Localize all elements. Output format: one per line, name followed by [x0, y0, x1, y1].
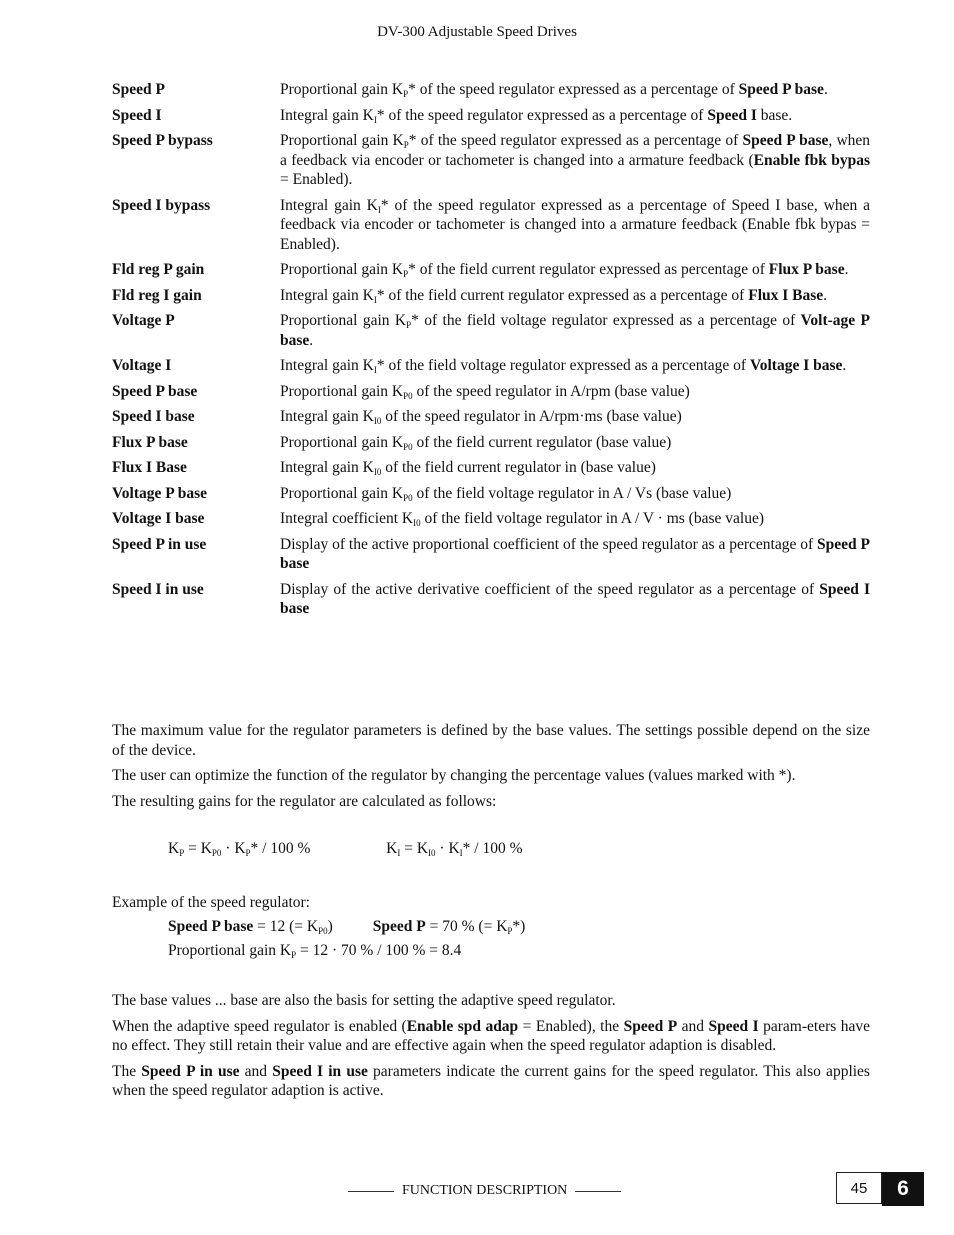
definition-term: Speed I in use	[112, 580, 204, 598]
ki-formula: $K_I = K_{I0} \cdot K_I* / 100$ %	[386, 840, 523, 858]
definition-description: Proportional gain $K_P*$ of the speed regulator expressed as a percentage of Speed P base.	[280, 81, 828, 99]
paragraph-adaptive: When the adaptive speed regulator is enabled (Enable spd adap = Enabled), the Speed P and Speed I param-eters have no effect. They still retain their value and are effective again when the speed regulator adaption is disabled.	[112, 1017, 871, 1054]
definition-row	[112, 382, 870, 402]
chapter-number: 6	[882, 1172, 924, 1206]
definition-row	[112, 311, 870, 350]
definition-description: Proportional gain $K_{P0}$ of the field voltage regulator in A / Vs (base value)	[280, 484, 732, 503]
definition-term: Speed I base	[112, 408, 195, 425]
footer-rule-left	[348, 1191, 394, 1192]
definition-row	[112, 80, 870, 100]
definition-term: Flux P base	[112, 433, 188, 451]
adaptive-text	[112, 991, 870, 1107]
kp-formula: $K_P = K_{P0} \cdot K_P* / 100$ %	[168, 840, 311, 858]
definition-term: Voltage P base	[112, 484, 208, 502]
paragraph-base-values: The base values ... base are also the basis for setting the adaptive speed regulator.	[112, 992, 616, 1009]
definition-row	[112, 260, 870, 280]
definition-description: Proportional gain $K_{P0}$ of the speed regulator in A/rpm (base value)	[280, 382, 690, 401]
definition-term: Speed P bypass	[112, 132, 213, 149]
definition-term: Flux I Base	[112, 459, 187, 476]
definition-description: Integral gain $K_I*$ of the field voltage regulator expressed as a percentage of Voltage I base.	[280, 357, 847, 375]
definition-description: Integral gain $K_{I0}$ of the speed regulator in A/rpm·ms (base value)	[280, 408, 682, 426]
definition-description: Proportional gain $K_{P0}$ of the field current regulator (base value)	[280, 433, 672, 452]
paragraph-max-value: The maximum value for the regulator parameters is defined by the base values. The settings possible depend on the size of the device.	[112, 722, 870, 759]
definition-description: Integral gain $K_I*$ of the speed regulator expressed as a percentage of Speed I base, when a feedback via encoder or tachometer is changed into a armature feedback (Enable fbk bypas = Enabled).	[280, 196, 870, 253]
example-block	[112, 891, 525, 963]
footer	[340, 1183, 629, 1199]
page-number: 45	[836, 1172, 882, 1204]
definition-description: Display of the active derivative coefficient of the speed regulator as a percentage of Speed I base	[280, 580, 870, 617]
definition-description: Display of the active proportional coefficient of the speed regulator as a percentage of Speed P base	[280, 535, 870, 572]
example-values: Speed P base = 12 (= $K_{P0}$) Speed P = 70 % (= $K_P*$)	[168, 918, 526, 936]
definition-description: Proportional gain $K_P*$ of the speed regulator expressed as a percentage of Speed P base, when a feedback via encoder or tachometer is changed into a armature feedback (Enable fbk bypas = Enabled).	[280, 132, 871, 188]
definition-term: Speed P base	[112, 382, 198, 400]
definition-row	[112, 106, 870, 126]
definition-row	[112, 458, 870, 478]
example-result: Proportional gain $K_P = 12 \cdot 70$ % / 100 % = 8.4	[168, 942, 462, 960]
definition-term: Voltage I	[112, 357, 172, 374]
definition-description: Proportional gain $K_P*$ of the field voltage regulator expressed as a percentage of Volt-age P base.	[280, 312, 871, 349]
running-header: DV-300 Adjustable Speed Drives	[377, 24, 577, 40]
definition-description: Integral gain $K_{I0}$ of the field current regulator in (base value)	[280, 459, 656, 477]
paragraph-resulting: The resulting gains for the regulator are calculated as follows:	[112, 792, 497, 810]
paragraph-in-use: The Speed P in use and Speed I in use parameters indicate the current gains for the speed regulator. This also applies when the speed regulator adaption is active.	[112, 1062, 870, 1099]
definition-row	[112, 433, 870, 453]
definition-description: Proportional gain $K_P*$ of the field current regulator expressed as percentage of Flux P base.	[280, 261, 849, 279]
definition-row	[112, 286, 870, 306]
definition-description: Integral coefficient $K_{I0}$ of the field voltage regulator in A / V · ms (base value)	[280, 510, 764, 528]
definition-row	[112, 580, 870, 619]
definition-description: Integral gain $K_I*$ of the field current regulator expressed as a percentage of Flux I Base.	[280, 286, 828, 305]
definition-term: Speed P	[112, 81, 165, 98]
definition-row	[112, 484, 870, 504]
definition-term: Speed I bypass	[112, 196, 211, 214]
gain-formula	[168, 840, 522, 858]
definition-term: Speed I	[112, 106, 162, 124]
definition-term: Voltage P	[112, 312, 175, 329]
explanation-text	[112, 721, 870, 817]
definition-description: Integral gain $K_I*$ of the speed regulator expressed as a percentage of Speed I base.	[280, 106, 793, 125]
definition-row	[112, 407, 870, 427]
example-intro: Example of the speed regulator:	[112, 894, 310, 911]
definition-term: Fld reg I gain	[112, 286, 202, 304]
definition-row	[112, 509, 870, 529]
footer-section: FUNCTION DESCRIPTION	[402, 1183, 568, 1198]
definition-term: Voltage I base	[112, 510, 205, 527]
definition-term: Speed P in use	[112, 535, 207, 553]
definition-row	[112, 535, 870, 574]
footer-rule-right	[575, 1191, 621, 1192]
parameter-definitions	[112, 80, 870, 625]
paragraph-optimize: The user can optimize the function of the regulator by changing the percentage values (values marked with *).	[112, 767, 796, 784]
definition-term: Fld reg P gain	[112, 261, 205, 278]
definition-row	[112, 131, 870, 190]
definition-row	[112, 356, 870, 376]
definition-row	[112, 196, 870, 255]
